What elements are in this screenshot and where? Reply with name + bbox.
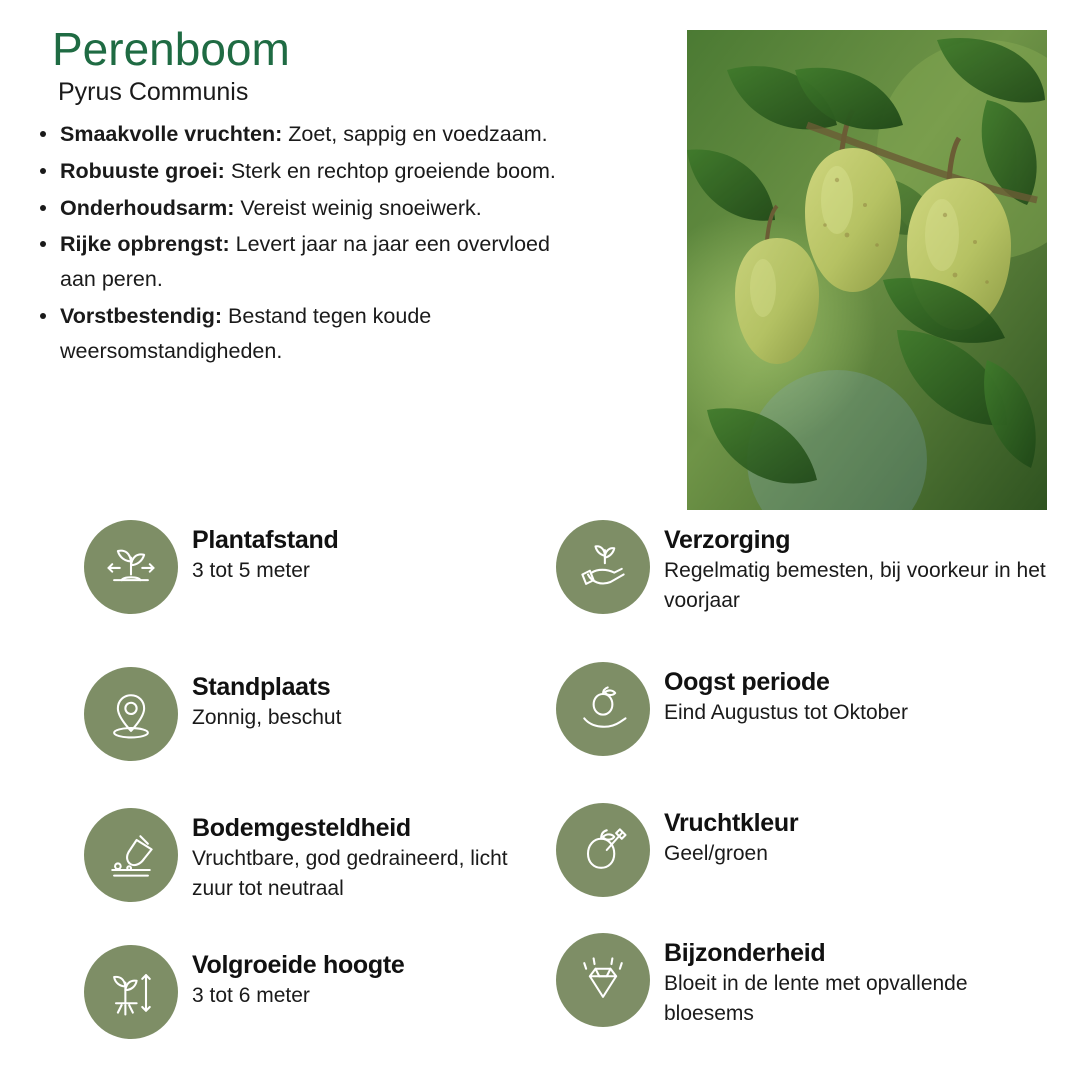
page-title: Perenboom bbox=[52, 23, 290, 75]
feature-text: Vereist weinig snoeiwerk. bbox=[234, 195, 482, 220]
info-title: Verzorging bbox=[664, 526, 791, 554]
feature-label: Onderhoudsarm: bbox=[60, 195, 235, 220]
list-item bbox=[30, 154, 590, 189]
info-item-oogst-periode bbox=[556, 662, 908, 774]
list-item bbox=[30, 299, 590, 369]
diamond-special-icon bbox=[556, 933, 650, 1027]
plant-spacing-icon bbox=[84, 520, 178, 614]
list-item bbox=[30, 117, 590, 152]
hand-fruit-harvest-icon bbox=[556, 662, 650, 756]
info-value: Geel/groen bbox=[664, 842, 768, 865]
list-item bbox=[30, 191, 590, 226]
info-value: 3 tot 6 meter bbox=[192, 984, 310, 1007]
info-title: Vruchtkleur bbox=[664, 809, 799, 837]
feature-text: Levert jaar na jaar een overvloed aan peren. bbox=[60, 232, 550, 292]
info-title: Bodemgesteldheid bbox=[192, 814, 411, 842]
info-title: Bijzonderheid bbox=[664, 939, 826, 967]
info-grid bbox=[0, 520, 1080, 1080]
info-item-bodemgesteldheid bbox=[84, 808, 554, 920]
plant-height-icon bbox=[84, 945, 178, 1039]
shovel-soil-icon bbox=[84, 808, 178, 902]
info-item-bijzonderheid bbox=[556, 933, 1056, 1045]
feature-label: Robuuste groei: bbox=[60, 158, 225, 183]
info-item-vruchtkleur bbox=[556, 803, 798, 915]
feature-text: Bestand tegen koude weersomstandigheden. bbox=[60, 304, 432, 363]
location-pin-icon bbox=[84, 667, 178, 761]
info-title: Volgroeide hoogte bbox=[192, 951, 405, 979]
text-column bbox=[30, 23, 590, 371]
hand-plant-care-icon bbox=[556, 520, 650, 614]
latin-name: Pyrus Communis bbox=[58, 78, 249, 106]
info-title: Plantafstand bbox=[192, 526, 339, 554]
info-value: Regelmatig bemesten, bij voorkeur in het voorjaar bbox=[664, 559, 1046, 613]
info-item-plantafstand bbox=[84, 520, 338, 632]
info-value: Eind Augustus tot Oktober bbox=[664, 701, 908, 724]
feature-text: Sterk en rechtop groeiende boom. bbox=[224, 158, 556, 183]
info-item-verzorging bbox=[556, 520, 1056, 632]
feature-list bbox=[30, 117, 590, 369]
info-item-volgroeide-hoogte bbox=[84, 945, 405, 1057]
info-value: Zonnig, beschut bbox=[192, 706, 342, 729]
pear-tree-photo bbox=[687, 30, 1047, 510]
list-item bbox=[30, 227, 590, 297]
info-title: Oogst periode bbox=[664, 668, 830, 696]
info-value: 3 tot 5 meter bbox=[192, 559, 310, 582]
feature-text: Zoet, sappig en voedzaam. bbox=[282, 122, 548, 146]
info-item-standplaats bbox=[84, 667, 341, 779]
info-value: Vruchtbare, god gedraineerd, licht zuur tot neutraal bbox=[192, 847, 508, 901]
fruit-brush-color-icon bbox=[556, 803, 650, 897]
info-value: Bloeit in de lente met opvallende bloesems bbox=[664, 972, 968, 1026]
info-title: Standplaats bbox=[192, 673, 331, 701]
feature-label: Rijke opbrengst: bbox=[60, 232, 230, 257]
feature-label: Vorstbestendig: bbox=[60, 304, 223, 329]
feature-label: Smaakvolle vruchten: bbox=[60, 122, 283, 146]
